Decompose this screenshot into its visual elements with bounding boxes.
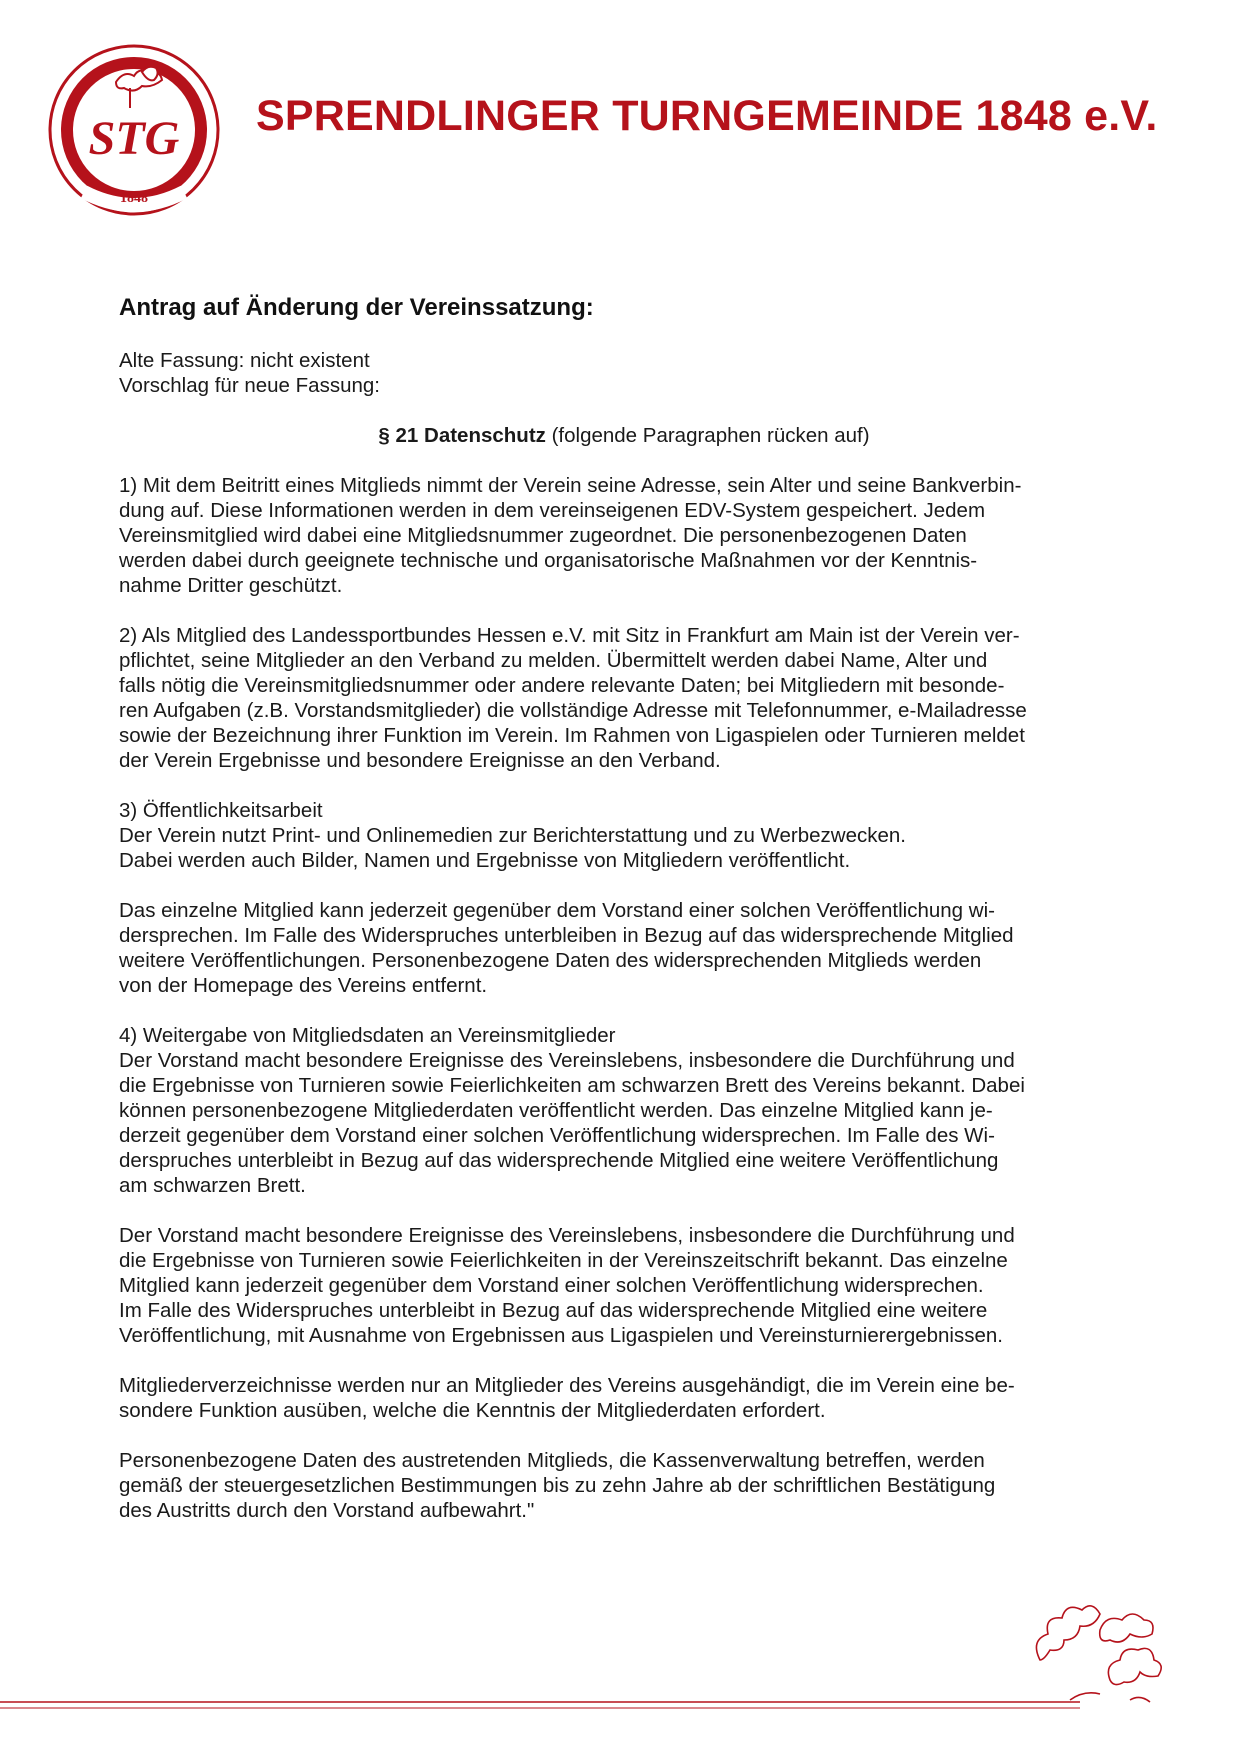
paragraph-line: des Austritts durch den Vorstand aufbewahrt." <box>119 1499 535 1522</box>
section-note: (folgende Paragraphen rücken auf) <box>545 424 870 447</box>
paragraph <box>119 1448 1129 1523</box>
paragraph-line: 1) Mit dem Beitritt eines Mitglieds nimmt der Verein seine Adresse, sein Alter und seine Bankverbin- <box>119 474 1022 497</box>
paragraph-line: Der Vorstand macht besondere Ereignisse des Vereinslebens, insbesondere die Durchführung und <box>119 1049 1015 1072</box>
logo-year: 1848 <box>120 191 148 206</box>
club-logo <box>46 42 222 218</box>
paragraph <box>119 898 1129 998</box>
paragraph-line: werden dabei durch geeignete technische und organisatorische Maßnahmen vor der Kenntnis- <box>119 549 978 572</box>
paragraph-line: die Ergebnisse von Turnieren sowie Feierlichkeiten in der Vereinszeitschrift bekannt. Das einzelne <box>119 1249 1008 1272</box>
paragraph-line: derspruches unterbleibt in Bezug auf das widersprechende Mitglied eine weitere Veröffentlichung <box>119 1149 999 1172</box>
paragraph <box>119 473 1129 598</box>
intro-block <box>119 348 1129 398</box>
paragraph-line: ren Aufgaben (z.B. Vorstandsmitglieder) die vollständige Adresse mit Telefonnummer, e-Mailadresse <box>119 699 1027 722</box>
paragraph-line: der Verein Ergebnisse und besondere Ereignisse an den Verband. <box>119 749 721 772</box>
paragraph-line: Veröffentlichung, mit Ausnahme von Ergebnissen aus Ligaspielen und Vereinsturnierergebnissen. <box>119 1324 1003 1347</box>
paragraph-line: von der Homepage des Vereins entfernt. <box>119 974 488 997</box>
paragraph-line: die Ergebnisse von Turnieren sowie Feierlichkeiten am schwarzen Brett des Vereins bekannt. Dabei <box>119 1074 1025 1097</box>
paragraph-line: Personenbezogene Daten des austretenden Mitglieds, die Kassenverwaltung betreffen, werden <box>119 1449 985 1472</box>
paragraph-line: sondere Funktion ausüben, welche die Kenntnis der Mitgliederdaten erfordert. <box>119 1399 826 1422</box>
paragraph-line: derzeit gegenüber dem Vorstand einer solchen Veröffentlichung widersprechen. Im Falle des Wi- <box>119 1124 995 1147</box>
logo-letters: STG <box>88 112 180 165</box>
paragraph-line: dersprechen. Im Falle des Widerspruches unterbleiben in Bezug auf das widersprechende Mitglied <box>119 924 1014 947</box>
paragraph-line: gemäß der steuergesetzlichen Bestimmungen bis zu zehn Jahre ab der schriftlichen Bestätigung <box>119 1474 996 1497</box>
paragraph-line: Der Verein nutzt Print- und Onlinemedien zur Berichterstattung und zu Werbezwecken. <box>119 824 906 847</box>
old-version-line: Alte Fassung: nicht existent <box>119 349 370 372</box>
oak-leaves-decoration-icon <box>1010 1590 1210 1730</box>
document-heading: Antrag auf Änderung der Vereinssatzung: <box>119 294 594 321</box>
paragraph-line: weitere Veröffentlichungen. Personenbezogene Daten des widersprechenden Mitglieds werden <box>119 949 982 972</box>
paragraph-line: Dabei werden auch Bilder, Namen und Ergebnisse von Mitgliedern veröffentlicht. <box>119 849 851 872</box>
paragraph-line: können personenbezogene Mitgliederdaten veröffentlicht werden. Das einzelne Mitglied kann je- <box>119 1099 993 1122</box>
section-heading <box>119 423 1129 448</box>
paragraph-line: falls nötig die Vereinsmitgliedsnummer oder andere relevante Daten; bei Mitgliedern mit besonde- <box>119 674 1005 697</box>
paragraph-line: sowie der Bezeichnung ihrer Funktion im Verein. Im Rahmen von Ligaspielen oder Turnieren meldet <box>119 724 1025 747</box>
paragraph-line: 4) Weitergabe von Mitgliedsdaten an Vereinsmitglieder <box>119 1024 616 1047</box>
paragraph <box>119 1023 1129 1198</box>
document-body <box>119 294 1129 1548</box>
proposal-line: Vorschlag für neue Fassung: <box>119 374 380 397</box>
paragraph-line: pflichtet, seine Mitglieder an den Verband zu melden. Übermittelt werden dabei Name, Alter und <box>119 649 988 672</box>
paragraph <box>119 1373 1129 1423</box>
paragraph <box>119 798 1129 873</box>
paragraph-line: Mitgliederverzeichnisse werden nur an Mitglieder des Vereins ausgehändigt, die im Verein eine be- <box>119 1374 1015 1397</box>
organization-title: SPRENDLINGER TURNGEMEINDE 1848 e.V. <box>256 92 1158 140</box>
paragraph-line: Das einzelne Mitglied kann jederzeit gegenüber dem Vorstand einer solchen Veröffentlichung wi- <box>119 899 995 922</box>
paragraph-line: dung auf. Diese Informationen werden in dem vereinseigenen EDV-System gespeichert. Jedem <box>119 499 986 522</box>
paragraph-line: Im Falle des Widerspruches unterbleibt in Bezug auf das widersprechende Mitglied eine weitere <box>119 1299 988 1322</box>
paragraph <box>119 1223 1129 1348</box>
paragraph-line: 3) Öffentlichkeitsarbeit <box>119 799 323 822</box>
paragraph-line: Mitglied kann jederzeit gegenüber dem Vorstand einer solchen Veröffentlichung widersprechen. <box>119 1274 984 1297</box>
paragraph-line: nahme Dritter geschützt. <box>119 574 343 597</box>
paragraph-line: Vereinsmitglied wird dabei eine Mitgliedsnummer zugeordnet. Die personenbezogenen Daten <box>119 524 967 547</box>
paragraph-line: 2) Als Mitglied des Landessportbundes Hessen e.V. mit Sitz in Frankfurt am Main ist der Verein ver- <box>119 624 1020 647</box>
paragraph-line: am schwarzen Brett. <box>119 1174 306 1197</box>
paragraph <box>119 623 1129 773</box>
section-title: § 21 Datenschutz <box>378 424 546 447</box>
paragraph-list <box>119 473 1129 1523</box>
paragraph-line: Der Vorstand macht besondere Ereignisse des Vereinslebens, insbesondere die Durchführung und <box>119 1224 1015 1247</box>
